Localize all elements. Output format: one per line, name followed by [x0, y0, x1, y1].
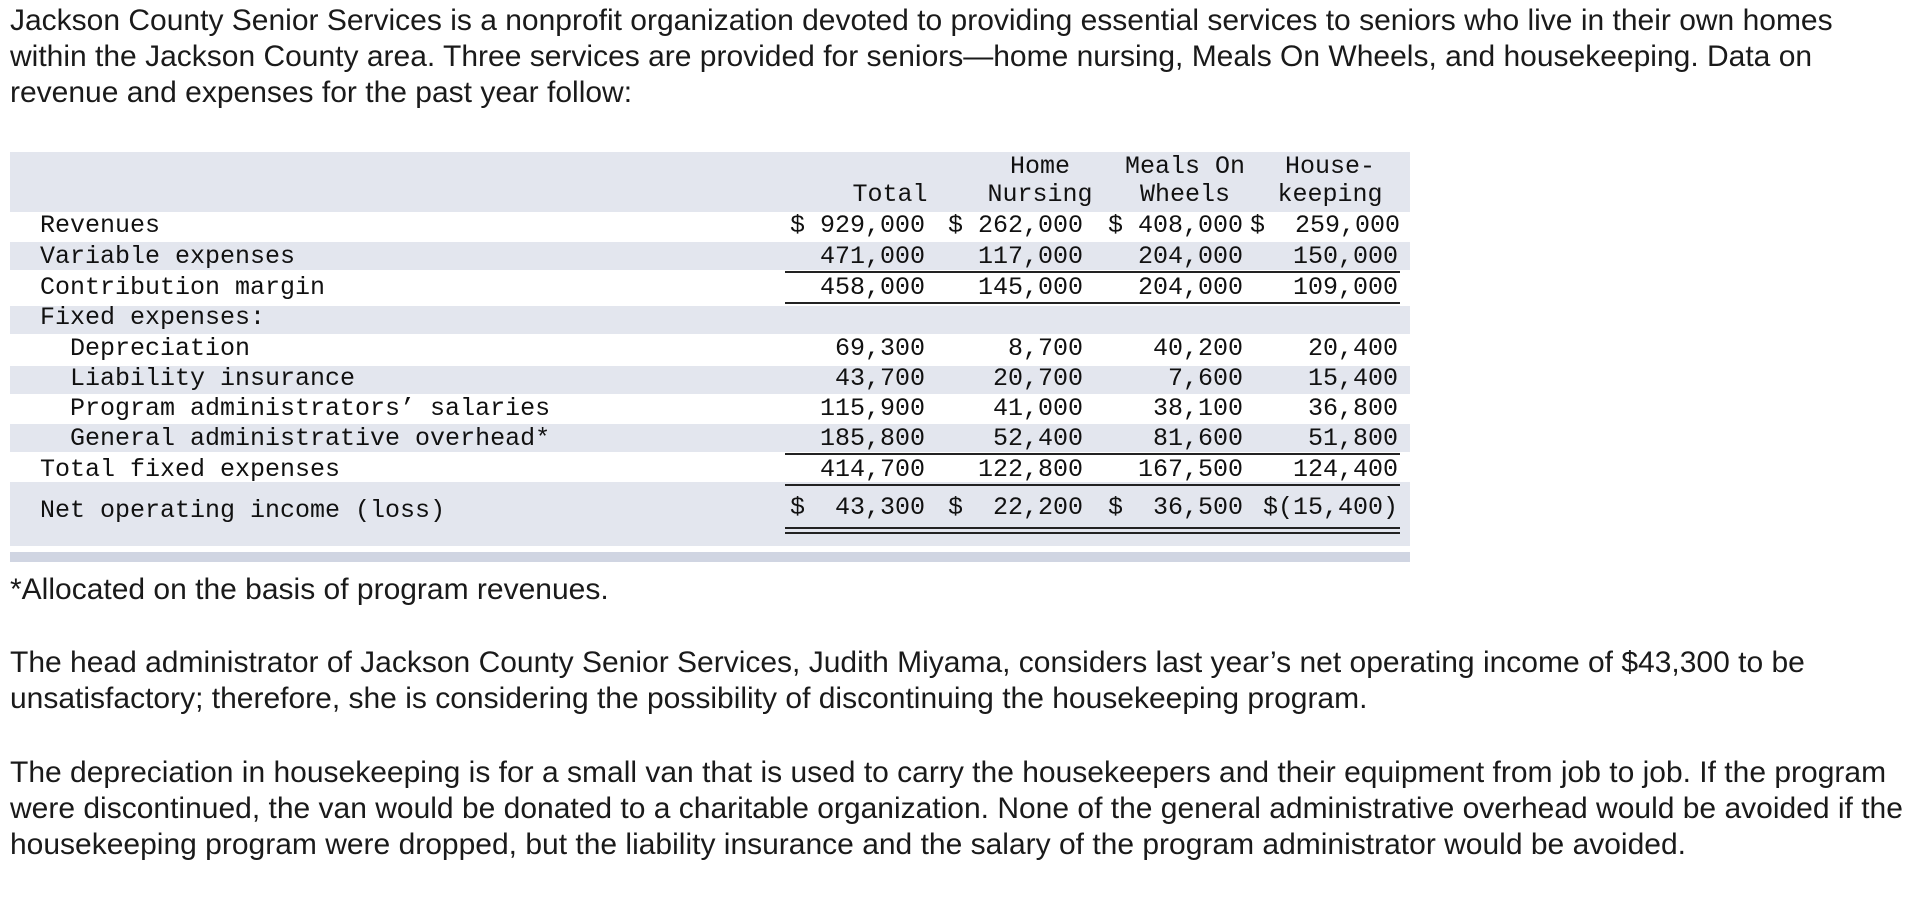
cell-contribution-meals: 204,000 [1137, 273, 1243, 302]
cell-salaries-house: 36,800 [1307, 394, 1398, 423]
cell-liability-home: 20,700 [992, 364, 1083, 393]
cell-depreciation-meals: 40,200 [1152, 334, 1243, 363]
cell-variable-meals: 204,000 [1137, 242, 1243, 271]
header-meals-line2: Wheels [1139, 180, 1230, 209]
header-total: Total [852, 180, 928, 209]
cell-net-meals: $ 36,500 [1107, 493, 1243, 522]
cell-revenues-total: $ 929,000 [789, 211, 925, 240]
cell-depreciation-home: 8,700 [1007, 334, 1083, 363]
cell-total-fixed-home: 122,800 [977, 455, 1083, 484]
row-label-net: Net operating income (loss) [40, 496, 446, 525]
cell-liability-total: 43,700 [834, 364, 925, 393]
footnote: *Allocated on the basis of program revenues. [10, 573, 609, 606]
cell-overhead-house: 51,800 [1307, 424, 1398, 453]
row-label-fixed-heading: Fixed expenses: [40, 303, 266, 332]
cell-liability-meals: 7,600 [1167, 364, 1243, 393]
row-label-salaries: Program administrators’ salaries [70, 394, 551, 423]
header-house-line1: House- [1284, 152, 1375, 181]
cell-net-home: $ 22,200 [947, 493, 1083, 522]
cell-total-fixed-total: 414,700 [819, 455, 925, 484]
financial-table [10, 152, 1410, 562]
row-label-total-fixed: Total fixed expenses [40, 455, 341, 484]
depreciation-paragraph: The depreciation in housekeeping is for a small van that is used to carry the housekeepers and their equipment from job to job. If the program were discontinued, the van would be donated to a charitable organization. None of the general administrative overhead would be avoided if the housekeeping program were dropped, but the liability insurance and the salary of the program administrator would be avoided. [10, 756, 1903, 861]
admin-paragraph: The head administrator of Jackson County Senior Services, Judith Miyama, considers last year’s net operating income of $43,300 to be unsatisfactory; therefore, she is considering the possibility of discontinuing the housekeeping program. [10, 646, 1805, 715]
cell-variable-home: 117,000 [977, 242, 1083, 271]
cell-variable-total: 471,000 [819, 242, 925, 271]
cell-net-house: $(15,400) [1262, 493, 1398, 522]
cell-overhead-home: 52,400 [992, 424, 1083, 453]
cell-variable-house: 150,000 [1292, 242, 1398, 271]
header-home-line1: Home [1009, 152, 1070, 181]
cell-overhead-meals: 81,600 [1152, 424, 1243, 453]
cell-salaries-home: 41,000 [992, 394, 1083, 423]
header-home-line2: Nursing [987, 180, 1093, 209]
cell-overhead-total: 185,800 [819, 424, 925, 453]
double-rule-top [785, 527, 1400, 529]
cell-contribution-total: 458,000 [819, 273, 925, 302]
rule-below-contribution [785, 302, 1400, 304]
double-rule-bottom [785, 532, 1400, 534]
cell-revenues-meals: $ 408,000 [1107, 211, 1243, 240]
row-label-overhead: General administrative overhead* [70, 424, 551, 453]
cell-depreciation-total: 69,300 [834, 334, 925, 363]
table-bottom-band [10, 552, 1410, 562]
cell-total-fixed-meals: 167,500 [1137, 455, 1243, 484]
row-label-depreciation: Depreciation [70, 334, 251, 363]
row-label-liability: Liability insurance [70, 364, 356, 393]
row-label-variable: Variable expenses [40, 242, 296, 271]
cell-salaries-meals: 38,100 [1152, 394, 1243, 423]
cell-total-fixed-house: 124,400 [1292, 455, 1398, 484]
cell-contribution-home: 145,000 [977, 273, 1083, 302]
rule-below-total-fixed [785, 484, 1400, 486]
cell-depreciation-house: 20,400 [1307, 334, 1398, 363]
header-house-line2: keeping [1277, 180, 1383, 209]
cell-revenues-house: $ 259,000 [1250, 211, 1401, 240]
cell-salaries-total: 115,900 [819, 394, 925, 423]
intro-paragraph: Jackson County Senior Services is a nonprofit organization devoted to providing essential services to seniors who live in their own homes within the Jackson County area. Three services are provided for seniors—home nursing, Meals On Wheels, and housekeeping. Data on revenue and expenses for the past year follow: [10, 4, 1833, 109]
cell-revenues-home: $ 262,000 [947, 211, 1083, 240]
cell-net-total: $ 43,300 [789, 493, 925, 522]
row-label-contribution: Contribution margin [40, 273, 326, 302]
header-meals-line1: Meals On [1124, 152, 1246, 181]
cell-contribution-house: 109,000 [1292, 273, 1398, 302]
cell-liability-house: 15,400 [1307, 364, 1398, 393]
row-label-revenues: Revenues [40, 211, 161, 240]
